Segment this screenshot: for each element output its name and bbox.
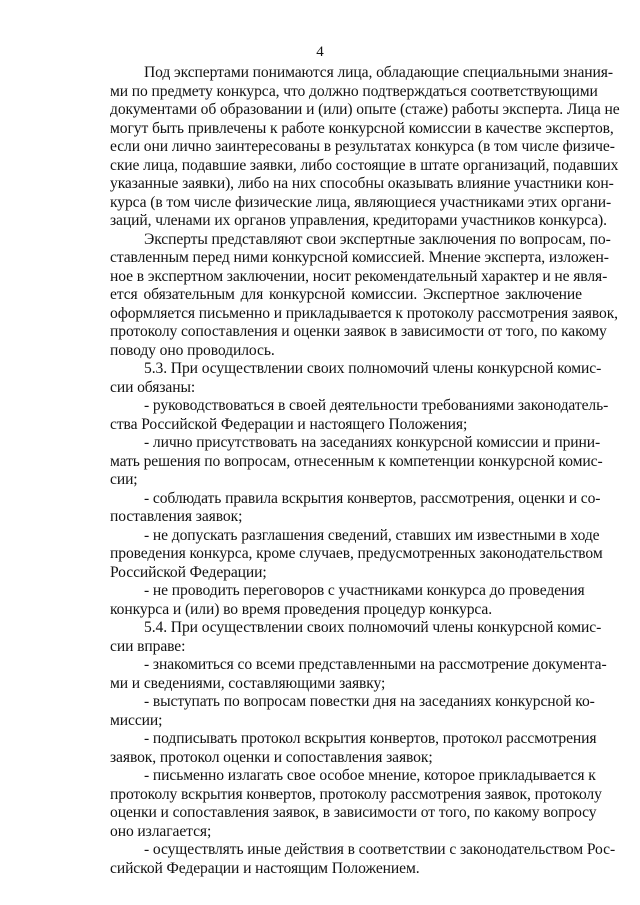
text-line: сийской Федерации и настоящим Положением. — [110, 859, 420, 877]
document-body — [110, 64, 620, 878]
text-line: - письменно излагать свое особое мнение, которое прикладывается к — [144, 767, 596, 784]
text-line: 5.3. При осуществлении своих полномочий члены конкурсной комис- — [144, 360, 602, 377]
text-line: конкурса и (или) во время проведения процедур конкурса. — [110, 600, 493, 618]
page-number: 4 — [316, 44, 324, 60]
text-line: указанные заявки), либо на них способны оказывать влияние участники кон- — [110, 175, 614, 192]
text-line: курса (в том числе физические лица, являющиеся участниками этих органи- — [110, 193, 612, 211]
text-line: протоколу сопоставления и оценки заявок в зависимости от того, по какому — [110, 323, 607, 340]
text-line: сии обязаны: — [110, 378, 196, 396]
text-line: ства Российской Федерации и настоящего Положения; — [110, 415, 468, 433]
text-line: сии; — [110, 471, 138, 488]
text-line: протоколу вскрытия конвертов, протоколу рассмотрения заявок, протоколу — [110, 785, 602, 803]
text-line: проведения конкурса, кроме случаев, предусмотренных законодательством — [110, 545, 603, 562]
text-line: ми и сведениями, составляющими заявку; — [110, 674, 386, 692]
text-line: ми по предмету конкурса, что должно подтверждаться соответствующими — [110, 82, 598, 100]
text-line: документами об образовании и (или) опыте (стаже) работы эксперта. Лица не — [110, 101, 620, 118]
text-line: Под экспертами понимаются лица, обладающие специальными знания- — [144, 64, 613, 81]
text-line: - не проводить переговоров с участниками конкурса до проведения — [144, 582, 585, 599]
text-line: мать решения по вопросам, отнесенным к компетенции конкурсной комис- — [110, 452, 603, 470]
text-line: поставления заявок; — [110, 508, 243, 525]
text-line: оформляется письменно и прикладывается к протоколу рассмотрения заявок, — [110, 304, 618, 322]
text-line: - осуществлять иные действия в соответствии с законодательством Рос- — [144, 841, 616, 858]
text-line: ские лица, подавшие заявки, либо состоящие в штате организаций, подавших — [110, 156, 619, 174]
text-line: заявок, протокол оценки и сопоставления заявок; — [110, 748, 433, 766]
text-line: - подписывать протокол вскрытия конвертов, протокол рассмотрения — [144, 730, 597, 747]
text-line: - руководствоваться в своей деятельности требованиями законодатель- — [144, 397, 609, 414]
text-line: оценки и сопоставления заявок, в зависимости от того, по какому вопросу — [110, 804, 597, 821]
text-line: ставленным перед ними конкурсной комиссией. Мнение эксперта, изложен- — [110, 249, 609, 266]
text-line: поводу оно проводилось. — [110, 341, 275, 359]
text-line: сии вправе: — [110, 637, 186, 655]
text-line: Эксперты представляют свои экспертные заключения по вопросам, по- — [144, 230, 611, 248]
text-line: миссии; — [110, 711, 163, 729]
text-line: оно излагается; — [110, 822, 212, 840]
text-line: 5.4. При осуществлении своих полномочий члены конкурсной комис- — [144, 619, 602, 636]
text-line: могут быть привлечены к работе конкурсной комиссии в качестве экспертов, — [110, 119, 614, 137]
text-line: ное в экспертном заключении, носит рекомендательный характер и не явля- — [110, 267, 608, 285]
text-line: - соблюдать правила вскрытия конвертов, рассмотрения, оценки и со- — [144, 489, 601, 507]
text-line: - лично присутствовать на заседаниях конкурсной комиссии и прини- — [144, 434, 601, 451]
text-line: заций, членами их органов управления, кредиторами участников конкурса). — [110, 212, 607, 229]
text-line: - не допускать разглашения сведений, ставших им известными в ходе — [144, 526, 600, 544]
text-line: ется обязательным для конкурсной комиссии. Экспертное заключение — [110, 286, 582, 303]
text-line: если они лично заинтересованы в результатах конкурса (в том числе физиче- — [110, 138, 615, 155]
text-line: Российской Федерации; — [110, 563, 267, 581]
text-line: - выступать по вопросам повестки дня на заседаниях конкурсной ко- — [144, 693, 595, 710]
text-line: - знакомиться со всеми представленными на рассмотрение документа- — [144, 656, 607, 673]
